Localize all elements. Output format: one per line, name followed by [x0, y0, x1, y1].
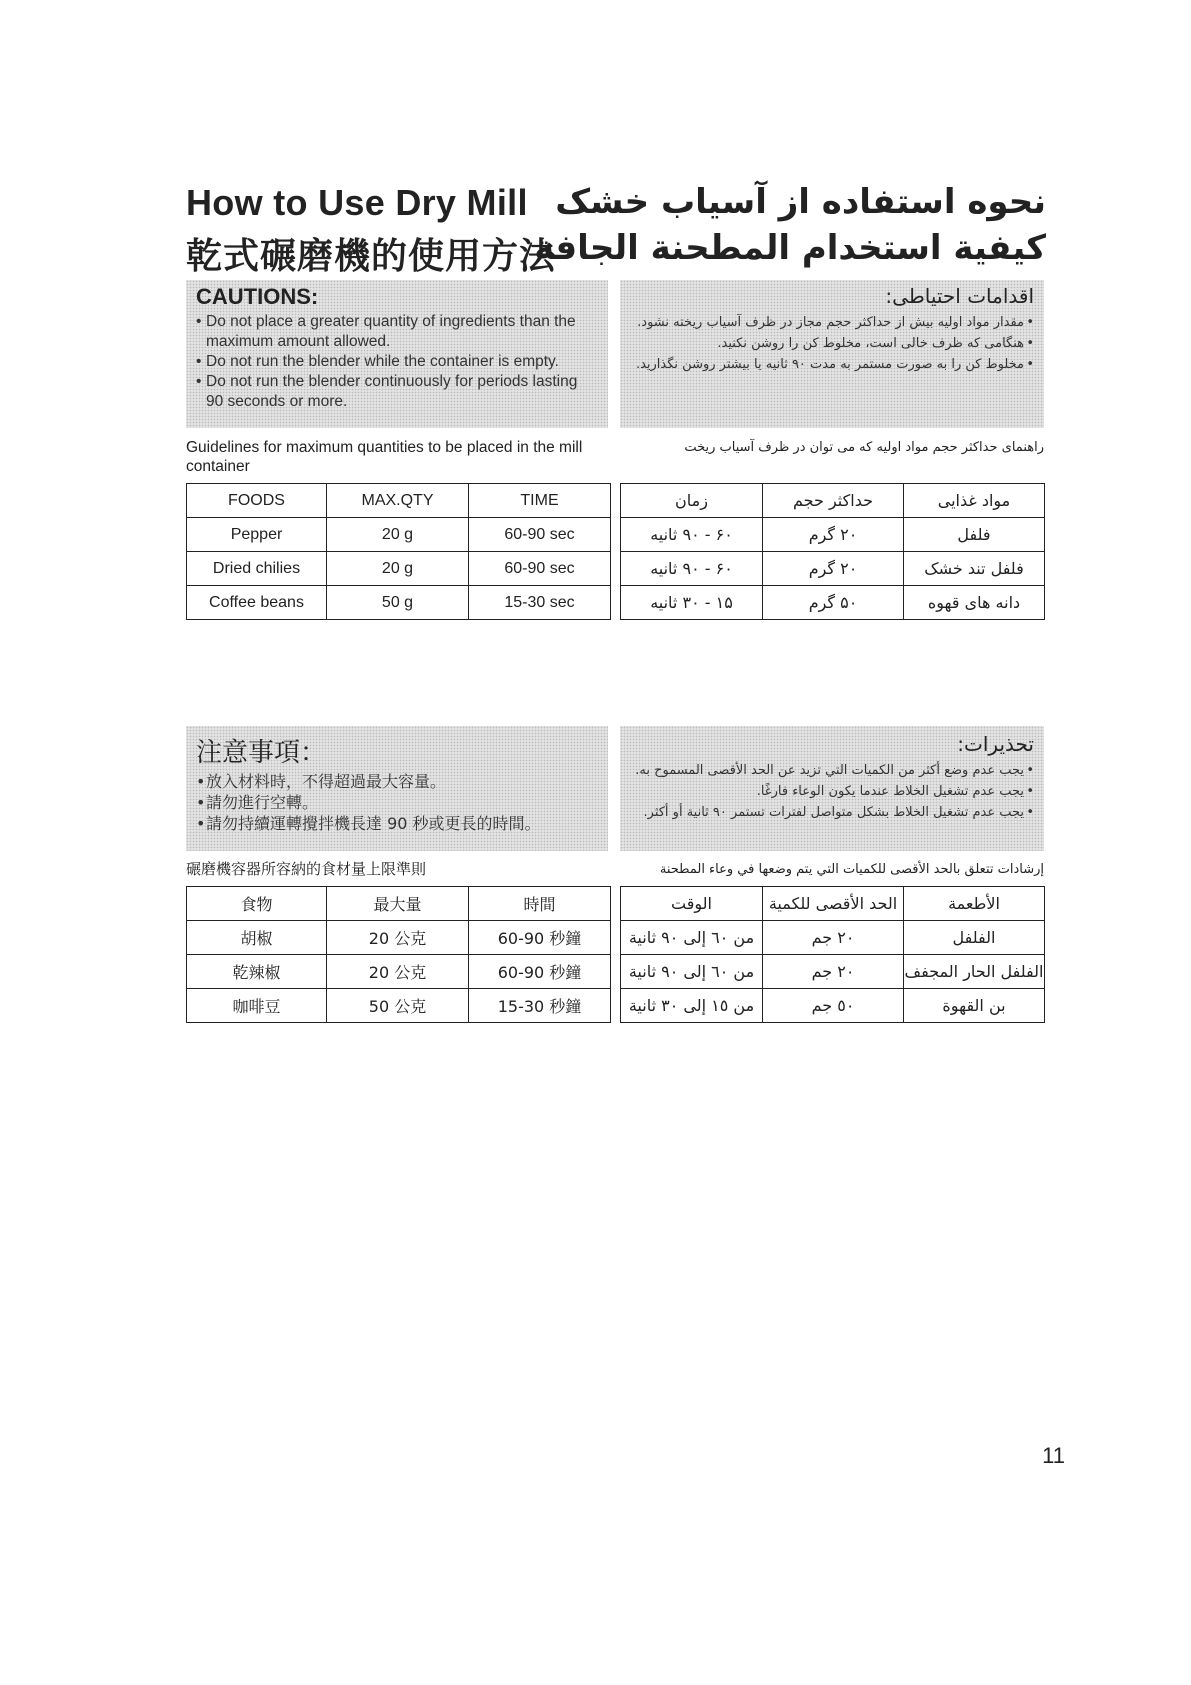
- guidelines-text-arabic: إرشادات تتعلق بالحد الأقصى للكميات التي يتم وضعها في وعاء المطحنة: [659, 862, 1044, 877]
- table-cell: 15-30 秒鐘: [469, 989, 611, 1023]
- caution-item: • Do not run the blender while the container is empty.: [196, 352, 598, 372]
- table-cell: 20 公克: [327, 921, 469, 955]
- table-header-row: [621, 484, 1045, 518]
- table-header: الحد الأقصى للكمية: [763, 887, 904, 921]
- cautions-list: [196, 312, 598, 412]
- cautions-list: [196, 771, 598, 834]
- cautions-heading: 注意事項：: [196, 738, 327, 768]
- table-row: [187, 552, 611, 586]
- table-cell: ٢٠ جم: [763, 921, 904, 955]
- table-header: 時間: [469, 887, 611, 921]
- table-header: الوقت: [621, 887, 763, 921]
- guidelines-text-persian: راهنمای حداکثر حجم مواد اولیه که می توان در ظرف آسیاب ریخت: [684, 440, 1044, 455]
- guidelines-text-chinese: 碾磨機容器所容納的食材量上限準則: [186, 860, 427, 878]
- table-row: [621, 921, 1045, 955]
- quantity-table-persian: [620, 483, 1045, 620]
- table-cell: 60-90 秒鐘: [469, 955, 611, 989]
- caution-item: • Do not run the blender continuously for periods lasting 90 seconds or more.: [196, 372, 598, 412]
- table-cell: ۲۰ گرم: [763, 518, 904, 552]
- page-number: 11: [1042, 1443, 1065, 1468]
- table-header: TIME: [469, 484, 611, 518]
- table-cell: ۶۰ - ۹۰ ثانیه: [621, 552, 763, 586]
- table-cell: 乾辣椒: [187, 955, 327, 989]
- table-header: حداکثر حجم: [763, 484, 904, 518]
- table-header-row: [187, 887, 611, 921]
- quantity-table-chinese: [186, 886, 611, 1023]
- cautions-list: [630, 760, 1034, 823]
- caution-item: • مخلوط کن را به صورت مستمر به مدت ۹۰ ثانیه یا بیشتر روشن نگذارید.: [630, 354, 1034, 375]
- table-row: [621, 552, 1045, 586]
- table-row: [621, 955, 1045, 989]
- table-cell: 50 g: [327, 586, 469, 620]
- table-cell: Coffee beans: [187, 586, 327, 620]
- table-cell: فلفل: [904, 518, 1045, 552]
- table-cell: Dried chilies: [187, 552, 327, 586]
- table-header-row: [187, 484, 611, 518]
- table-header: FOODS: [187, 484, 327, 518]
- caution-item: • يجب عدم وضع أكثر من الكميات التي تزيد عن الحد الأقصى المسموح به.: [630, 760, 1034, 781]
- table-row: [621, 989, 1045, 1023]
- table-cell: دانه های قهوه: [904, 586, 1045, 620]
- table-cell: 20 g: [327, 552, 469, 586]
- table-cell: من ١٥ إلى ٣٠ ثانية: [621, 989, 763, 1023]
- cautions-heading: CAUTIONS:: [196, 284, 319, 309]
- table-cell: الفلفل الحار المجفف: [904, 955, 1045, 989]
- table-cell: من ٦٠ إلى ٩٠ ثانية: [621, 921, 763, 955]
- caution-item: • Do not place a greater quantity of ingredients than the maximum amount allowed.: [196, 312, 598, 352]
- table-row: [187, 921, 611, 955]
- table-cell: من ٦٠ إلى ٩٠ ثانية: [621, 955, 763, 989]
- table-cell: 咖啡豆: [187, 989, 327, 1023]
- caution-item: • يجب عدم تشغيل الخلاط بشكل متواصل لفترات تستمر ٩٠ ثانية أو أكثر.: [630, 802, 1034, 823]
- table-row: [187, 955, 611, 989]
- table-cell: 60-90 秒鐘: [469, 921, 611, 955]
- table-row: [621, 586, 1045, 620]
- caution-item: • 請勿進行空轉。: [196, 792, 598, 813]
- table-cell: ۱۵ - ۳۰ ثانیه: [621, 586, 763, 620]
- table-header-row: [621, 887, 1045, 921]
- cautions-box-arabic: [620, 726, 1044, 851]
- page-title-persian: نحوه استفاده از آسیاب خشک: [555, 182, 1046, 222]
- caution-item: • هنگامی که ظرف خالی است، مخلوط کن را روشن نکنید.: [630, 333, 1034, 354]
- table-cell: 胡椒: [187, 921, 327, 955]
- table-cell: 60-90 sec: [469, 552, 611, 586]
- table-cell: 60-90 sec: [469, 518, 611, 552]
- table-cell: 20 g: [327, 518, 469, 552]
- table-cell: ۲۰ گرم: [763, 552, 904, 586]
- page-title-arabic: كيفية استخدام المطحنة الجافة: [534, 228, 1046, 268]
- caution-item: • مقدار مواد اولیه بیش از حداکثر حجم مجاز در ظرف آسیاب ریخته نشود.: [630, 312, 1034, 333]
- table-cell: Pepper: [187, 518, 327, 552]
- cautions-list: [630, 312, 1034, 375]
- cautions-heading: تحذيرات:: [957, 732, 1034, 756]
- cautions-box-persian: [620, 280, 1044, 428]
- table-cell: 15-30 sec: [469, 586, 611, 620]
- table-header: الأطعمة: [904, 887, 1045, 921]
- table-cell: ٢٠ جم: [763, 955, 904, 989]
- table-cell: ۵۰ گرم: [763, 586, 904, 620]
- table-row: [187, 586, 611, 620]
- table-header: زمان: [621, 484, 763, 518]
- table-cell: ٥٠ جم: [763, 989, 904, 1023]
- table-row: [187, 518, 611, 552]
- cautions-box-english: [186, 280, 608, 428]
- table-cell: ۶۰ - ۹۰ ثانیه: [621, 518, 763, 552]
- table-cell: 20 公克: [327, 955, 469, 989]
- quantity-table-english: [186, 483, 611, 620]
- cautions-box-chinese: [186, 726, 608, 851]
- quantity-table-arabic: [620, 886, 1045, 1023]
- table-cell: الفلفل: [904, 921, 1045, 955]
- caution-item: • يجب عدم تشغيل الخلاط عندما يكون الوعاء فارغًا.: [630, 781, 1034, 802]
- guidelines-text-english: Guidelines for maximum quantities to be placed in the mill container: [186, 439, 583, 475]
- page-title-chinese: 乾式碾磨機的使用方法: [186, 236, 557, 277]
- table-header: MAX.QTY: [327, 484, 469, 518]
- table-header: 最大量: [327, 887, 469, 921]
- table-row: [187, 989, 611, 1023]
- caution-item: • 放入材料時，不得超過最大容量。: [196, 771, 598, 792]
- cautions-heading: اقدامات احتیاطی:: [885, 284, 1034, 308]
- page-title-english: How to Use Dry Mill: [186, 182, 528, 223]
- table-cell: 50 公克: [327, 989, 469, 1023]
- table-header: مواد غذایی: [904, 484, 1045, 518]
- table-row: [621, 518, 1045, 552]
- caution-item: • 請勿持續運轉攪拌機長達 90 秒或更長的時間。: [196, 813, 598, 834]
- table-cell: بن القهوة: [904, 989, 1045, 1023]
- table-cell: فلفل تند خشک: [904, 552, 1045, 586]
- table-header: 食物: [187, 887, 327, 921]
